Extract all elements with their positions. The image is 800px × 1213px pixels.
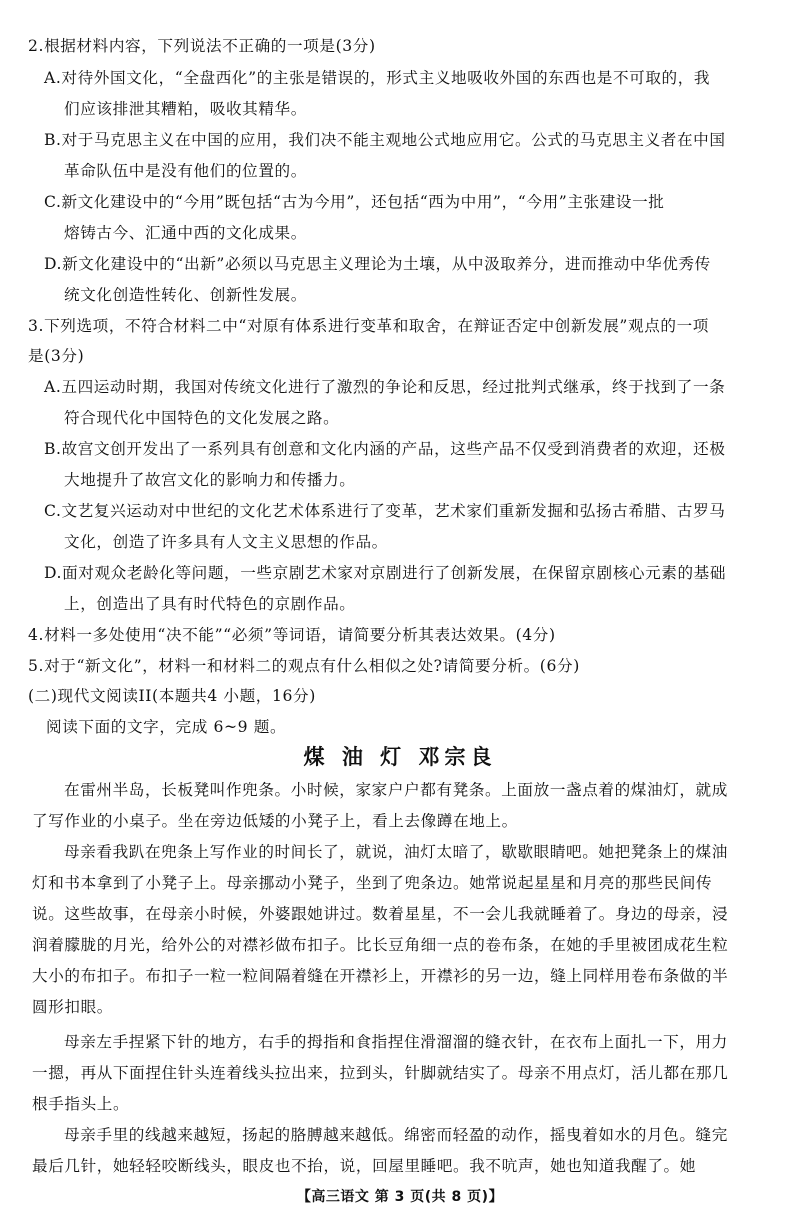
paragraph-3-line-2: 一摁，再从下面捏住针头连着线头拉出来，拉到头，针脚就结实了。母亲不用点灯，活儿都在那几 bbox=[32, 1064, 729, 1082]
question-3-stem-cont: 是(3分) bbox=[28, 347, 85, 365]
paragraph-2-line-1: 母亲看我趴在兜条上写作业的时间长了，就说，油灯太暗了，歇歇眼睛吧。她把凳条上的煤油 bbox=[64, 843, 728, 861]
paragraph-2-line-5: 大小的布扣子。布扣子一粒一粒间隔着缝在开襟衫上，开襟衫的另一边，缝上同样用卷布条做的半 bbox=[32, 967, 729, 985]
question-3-option-d-cont: 上，创造出了具有时代特色的京剧作品。 bbox=[64, 595, 356, 613]
page-footer: 【高三语文 第 3 页(共 8 页)】 bbox=[296, 1189, 504, 1205]
question-3-option-c-cont: 文化，创造了许多具有人文主义思想的作品。 bbox=[64, 533, 388, 551]
paragraph-3-line-3: 根手指头上。 bbox=[32, 1095, 130, 1113]
question-3-stem: 3.下列选项，不符合材料二中“对原有体系进行变革和取舍，在辩证否定中创新发展”观点的一项 bbox=[28, 317, 709, 335]
question-3-option-d: D.面对观众老龄化等问题，一些京剧艺术家对京剧进行了创新发展，在保留京剧核心元素的基础 bbox=[44, 564, 727, 582]
article-title: 煤 油 灯 邓宗良 bbox=[303, 745, 497, 769]
question-2-option-b-cont: 革命队伍中是没有他们的位置的。 bbox=[64, 162, 307, 180]
question-3-option-a-cont: 符合现代化中国特色的文化发展之路。 bbox=[64, 409, 340, 427]
question-2-option-b: B.对于马克思主义在中国的应用，我们决不能主观地公式地应用它。公式的马克思主义者在中国 bbox=[44, 131, 726, 149]
paragraph-1-line-2: 了写作业的小桌子。坐在旁边低矮的小凳子上，看上去像蹲在地上。 bbox=[32, 812, 518, 830]
question-2-option-c: C.新文化建设中的“今用”既包括“古为今用”，还包括“西为中用”，“今用”主张建设一批 bbox=[44, 193, 665, 211]
question-2-option-d-cont: 统文化创造性转化、创新性发展。 bbox=[64, 286, 307, 304]
paragraph-2-line-6: 圆形扣眼。 bbox=[32, 998, 113, 1016]
paragraph-1-line-1: 在雷州半岛，长板凳叫作兜条。小时候，家家户户都有凳条。上面放一盏点着的煤油灯，就成 bbox=[64, 781, 728, 799]
question-2-stem: 2.根据材料内容，下列说法不正确的一项是(3分) bbox=[28, 37, 376, 55]
question-3-option-c: C.文艺复兴运动对中世纪的文化艺术体系进行了变革，艺术家们重新发掘和弘扬古希腊、古罗马 bbox=[44, 502, 726, 520]
question-3-option-a: A.五四运动时期，我国对传统文化进行了激烈的争论和反思，经过批判式继承，终于找到了一条 bbox=[44, 378, 726, 396]
paragraph-4-line-2: 最后几针，她轻轻咬断线头，眼皮也不抬，说，回屋里睡吧。我不吭声，她也知道我醒了。她 bbox=[32, 1157, 696, 1175]
question-2-option-c-cont: 熔铸古今、汇通中西的文化成果。 bbox=[64, 224, 307, 242]
paragraph-3-line-1: 母亲左手捏紧下针的地方，右手的拇指和食指捏住滑溜溜的缝衣针，在衣布上面扎一下，用力 bbox=[64, 1033, 728, 1051]
question-3-option-b-cont: 大地提升了故宫文化的影响力和传播力。 bbox=[64, 471, 356, 489]
paragraph-4-line-1: 母亲手里的线越来越短，扬起的胳膊越来越低。绵密而轻盈的动作，摇曳着如水的月色。缝完 bbox=[64, 1126, 728, 1144]
question-2-option-a: A.对待外国文化，“全盘西化”的主张是错误的，形式主义地吸收外国的东西也是不可取的，我 bbox=[44, 69, 711, 87]
section-instruction: 阅读下面的文字，完成 6~9 题。 bbox=[46, 718, 287, 736]
question-3-option-b: B.故宫文创开发出了一系列具有创意和文化内涵的产品，这些产品不仅受到消费者的欢迎，还极 bbox=[44, 440, 726, 458]
question-4: 4.材料一多处使用“决不能”“必须”等词语，请简要分析其表达效果。(4分) bbox=[28, 626, 556, 644]
paragraph-2-line-4: 润着朦胧的月光，给外公的对襟衫做布扣子。比长豆角细一点的卷布条，在她的手里被团成花生粒 bbox=[32, 936, 729, 954]
question-5: 5.对于“新文化”，材料一和材料二的观点有什么相似之处?请简要分析。(6分) bbox=[28, 657, 580, 675]
paragraph-2-line-3: 说。这些故事，在母亲小时候，外婆跟她讲过。数着星星，不一会儿我就睡着了。身边的母亲，浸 bbox=[32, 905, 729, 923]
question-2-option-d: D.新文化建设中的“出新”必须以马克思主义理论为土壤，从中汲取养分，进而推动中华优秀传 bbox=[44, 255, 711, 273]
question-2-option-a-cont: 们应该排泄其糟粕，吸收其精华。 bbox=[64, 100, 307, 118]
paragraph-2-line-2: 灯和书本拿到了小凳子上。母亲挪动小凳子，坐到了兜条边。她常说起星星和月亮的那些民间传 bbox=[32, 874, 713, 892]
section-header: (二)现代文阅读II(本题共4 小题，16分) bbox=[28, 687, 316, 705]
